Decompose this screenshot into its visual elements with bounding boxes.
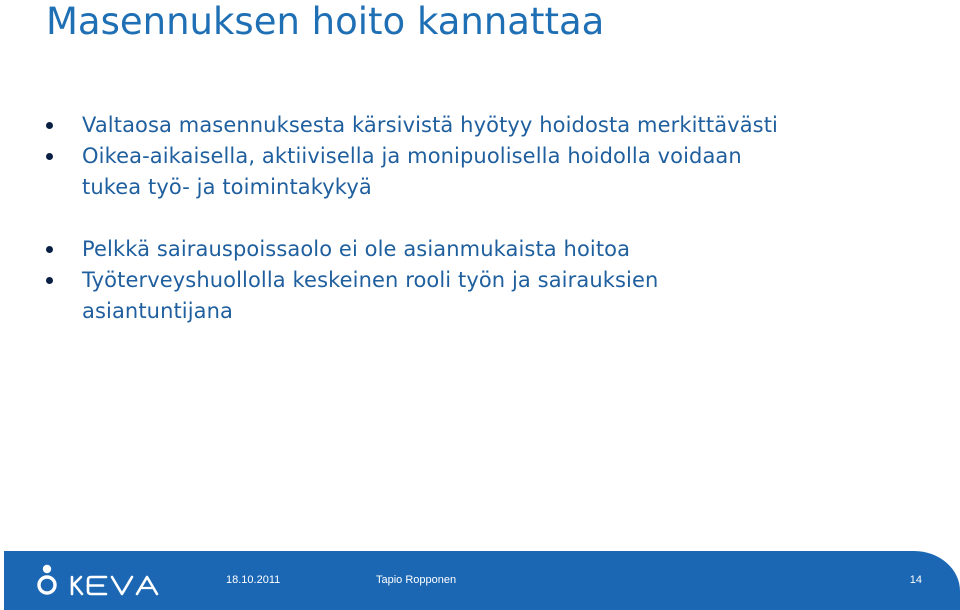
bullet-list — [82, 110, 902, 327]
bullet-item — [82, 110, 902, 141]
bullet-dot-icon — [46, 277, 53, 284]
keva-logo — [37, 563, 177, 597]
bullet-text-continuation: asiantuntijana — [82, 299, 234, 323]
footer-date: 18.10.2011 — [226, 574, 281, 586]
footer-page-number: 14 — [909, 574, 922, 586]
bullet-item — [82, 265, 902, 327]
bullet-item — [82, 141, 902, 203]
bullet-item — [82, 234, 902, 265]
bullet-text-continuation: tukea työ- ja toimintakykyä — [82, 175, 372, 199]
bullet-dot-icon — [46, 246, 53, 253]
bullet-dot-icon — [46, 122, 53, 129]
slide-title: Masennuksen hoito kannattaa — [46, 0, 605, 43]
footer-author: Tapio Ropponen — [376, 574, 457, 586]
footer-bar — [4, 551, 960, 610]
bullet-text: Työterveyshuollolla keskeinen rooli työn ja sairauksien — [82, 268, 659, 292]
bullet-dot-icon — [46, 153, 53, 160]
bullet-text: Oikea-aikaisella, aktiivisella ja monipuolisella hoidolla voidaan — [82, 144, 742, 168]
bullet-text: Valtaosa masennuksesta kärsivistä hyötyy hoidosta merkittävästi — [82, 113, 778, 137]
bullet-text: Pelkkä sairauspoissaolo ei ole asianmukaista hoitoa — [82, 237, 631, 261]
